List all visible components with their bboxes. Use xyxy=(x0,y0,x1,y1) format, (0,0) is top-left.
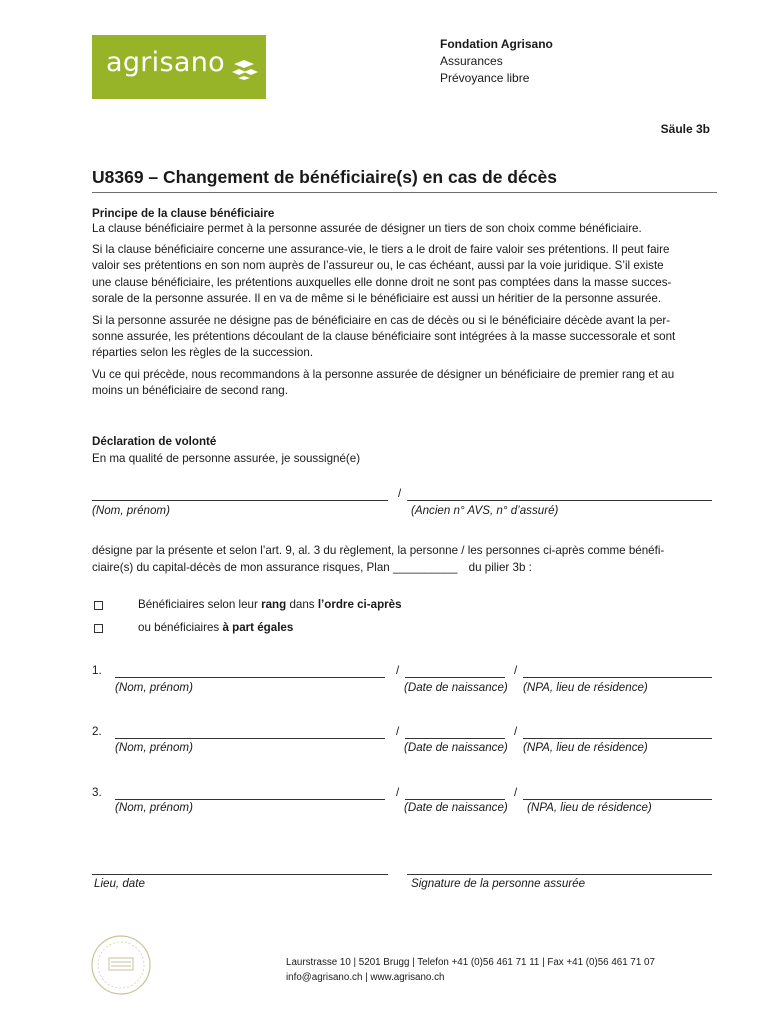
avs-number-label: (Ancien n° AVS, n° d’assuré) xyxy=(411,504,559,517)
option-rank-order-label: Bénéficiaires selon leur rang dans l’ordre ci-après xyxy=(138,598,402,611)
field-separator: / xyxy=(396,725,400,738)
equal-parts-checkbox[interactable] xyxy=(94,624,103,633)
field-separator: / xyxy=(396,786,400,799)
footer xyxy=(286,955,655,985)
org-line-3: Prévoyance libre xyxy=(440,71,530,85)
intro-line-10: moins un bénéficiaire de second rang. xyxy=(92,384,288,397)
place-date-label: Lieu, date xyxy=(94,877,145,890)
designate-line-2: ciaire(s) du capital-décès de mon assurance risques, Plan __________ du pilier 3b : xyxy=(92,561,532,574)
beneficiary-3-dob-field[interactable] xyxy=(405,799,505,800)
logo-text: agrisano xyxy=(106,47,225,78)
beneficiary-3-npa-field[interactable] xyxy=(523,799,712,800)
beneficiary-1-number: 1. xyxy=(92,664,102,677)
beneficiary-2-dob-label: (Date de naissance) xyxy=(404,741,508,754)
intro-line-4: une clause bénéficiaire, les prétentions auxquelles elle donne droit ne sont pas comptées dans la masse succes- xyxy=(92,276,672,289)
beneficiary-1-npa-label: (NPA, lieu de résidence) xyxy=(523,681,648,694)
intro-line-6: Si la personne assurée ne désigne pas de bénéficiaire en cas de décès ou si le bénéficiaire décède avant la per- xyxy=(92,314,671,327)
field-separator: / xyxy=(514,786,518,799)
beneficiary-1-name-label: (Nom, prénom) xyxy=(115,681,193,694)
beneficiary-3-number: 3. xyxy=(92,786,102,799)
avs-number-field[interactable] xyxy=(407,500,712,501)
beneficiary-2-name-field[interactable] xyxy=(115,738,385,739)
field-separator: / xyxy=(396,664,400,677)
intro-line-9: Vu ce qui précède, nous recommandons à la personne assurée de désigner un bénéficiaire de premier rang et au xyxy=(92,368,675,381)
org-line-2: Assurances xyxy=(440,54,503,68)
document-title: U8369 – Changement de bénéficiaire(s) en cas de décès xyxy=(92,167,557,187)
organization-block xyxy=(440,36,553,87)
beneficiary-3-npa-label: (NPA, lieu de résidence) xyxy=(527,801,652,814)
intro-line-8: réparties selon les règles de la succession. xyxy=(92,346,314,359)
declaration-intro: En ma qualité de personne assurée, je soussigné(e) xyxy=(92,452,361,465)
footer-contact: info@agrisano.ch | www.agrisano.ch xyxy=(286,972,445,983)
beneficiary-2-dob-field[interactable] xyxy=(405,738,505,739)
field-separator: / xyxy=(514,664,518,677)
agrisano-logo xyxy=(92,35,266,99)
intro-line-7: sonne assurée, les prétentions découlant de la clause bénéficiaire sont intégrées à la masse successorale et sont xyxy=(92,330,676,343)
pillar-label: Säule 3b xyxy=(660,122,710,136)
intro-line-5: sorale de la personne assurée. Il en va de même si le bénéficiaire est aussi un héritier de la personne assurée. xyxy=(92,292,662,305)
intro-line-3: valoir ses prétentions en son nom auprès de l’assureur ou, le cas échéant, aussi par la voie juridique. S’il existe xyxy=(92,259,664,272)
rank-order-checkbox[interactable] xyxy=(94,601,103,610)
designate-line-1: désigne par la présente et selon l’art. 9, al. 3 du règlement, la personne / les personnes ci-après comme bénéfi- xyxy=(92,544,665,557)
field-separator: / xyxy=(398,487,402,500)
beneficiary-2-npa-label: (NPA, lieu de résidence) xyxy=(523,741,648,754)
logo-diamond-icon xyxy=(232,59,258,81)
option-equal-parts-label: ou bénéficiaires à part égales xyxy=(138,621,294,634)
intro-line-2: Si la clause bénéficiaire concerne une assurance-vie, le tiers a le droit de faire valoir ses prétentions. Il peut faire xyxy=(92,243,670,256)
insured-name-label: (Nom, prénom) xyxy=(92,504,170,517)
plan-number-field[interactable]: __________ xyxy=(392,561,458,574)
beneficiary-1-name-field[interactable] xyxy=(115,677,385,678)
beneficiary-1-dob-field[interactable] xyxy=(405,677,505,678)
field-separator: / xyxy=(514,725,518,738)
beneficiary-3-dob-label: (Date de naissance) xyxy=(404,801,508,814)
beneficiary-1-npa-field[interactable] xyxy=(523,677,712,678)
beneficiary-3-name-label: (Nom, prénom) xyxy=(115,801,193,814)
declaration-heading: Déclaration de volonté xyxy=(92,435,217,448)
beneficiary-3-name-field[interactable] xyxy=(115,799,385,800)
intro-line-1: La clause bénéficiaire permet à la personne assurée de désigner un tiers de son choix comme bénéficiaire. xyxy=(92,222,642,235)
signature-field[interactable] xyxy=(407,874,712,875)
beneficiary-2-name-label: (Nom, prénom) xyxy=(115,741,193,754)
org-name: Fondation Agrisano xyxy=(440,37,553,51)
footer-address: Laurstrasse 10 | 5201 Brugg | Telefon +41 (0)56 461 71 11 | Fax +41 (0)56 461 71 07 xyxy=(286,957,655,968)
place-date-field[interactable] xyxy=(92,874,388,875)
title-divider xyxy=(92,192,717,193)
intro-heading: Principe de la clause bénéficiaire xyxy=(92,207,275,220)
beneficiary-2-npa-field[interactable] xyxy=(523,738,712,739)
quality-seal-icon xyxy=(90,934,152,996)
insured-name-field[interactable] xyxy=(92,500,388,501)
beneficiary-2-number: 2. xyxy=(92,725,102,738)
beneficiary-1-dob-label: (Date de naissance) xyxy=(404,681,508,694)
signature-label: Signature de la personne assurée xyxy=(411,877,586,890)
